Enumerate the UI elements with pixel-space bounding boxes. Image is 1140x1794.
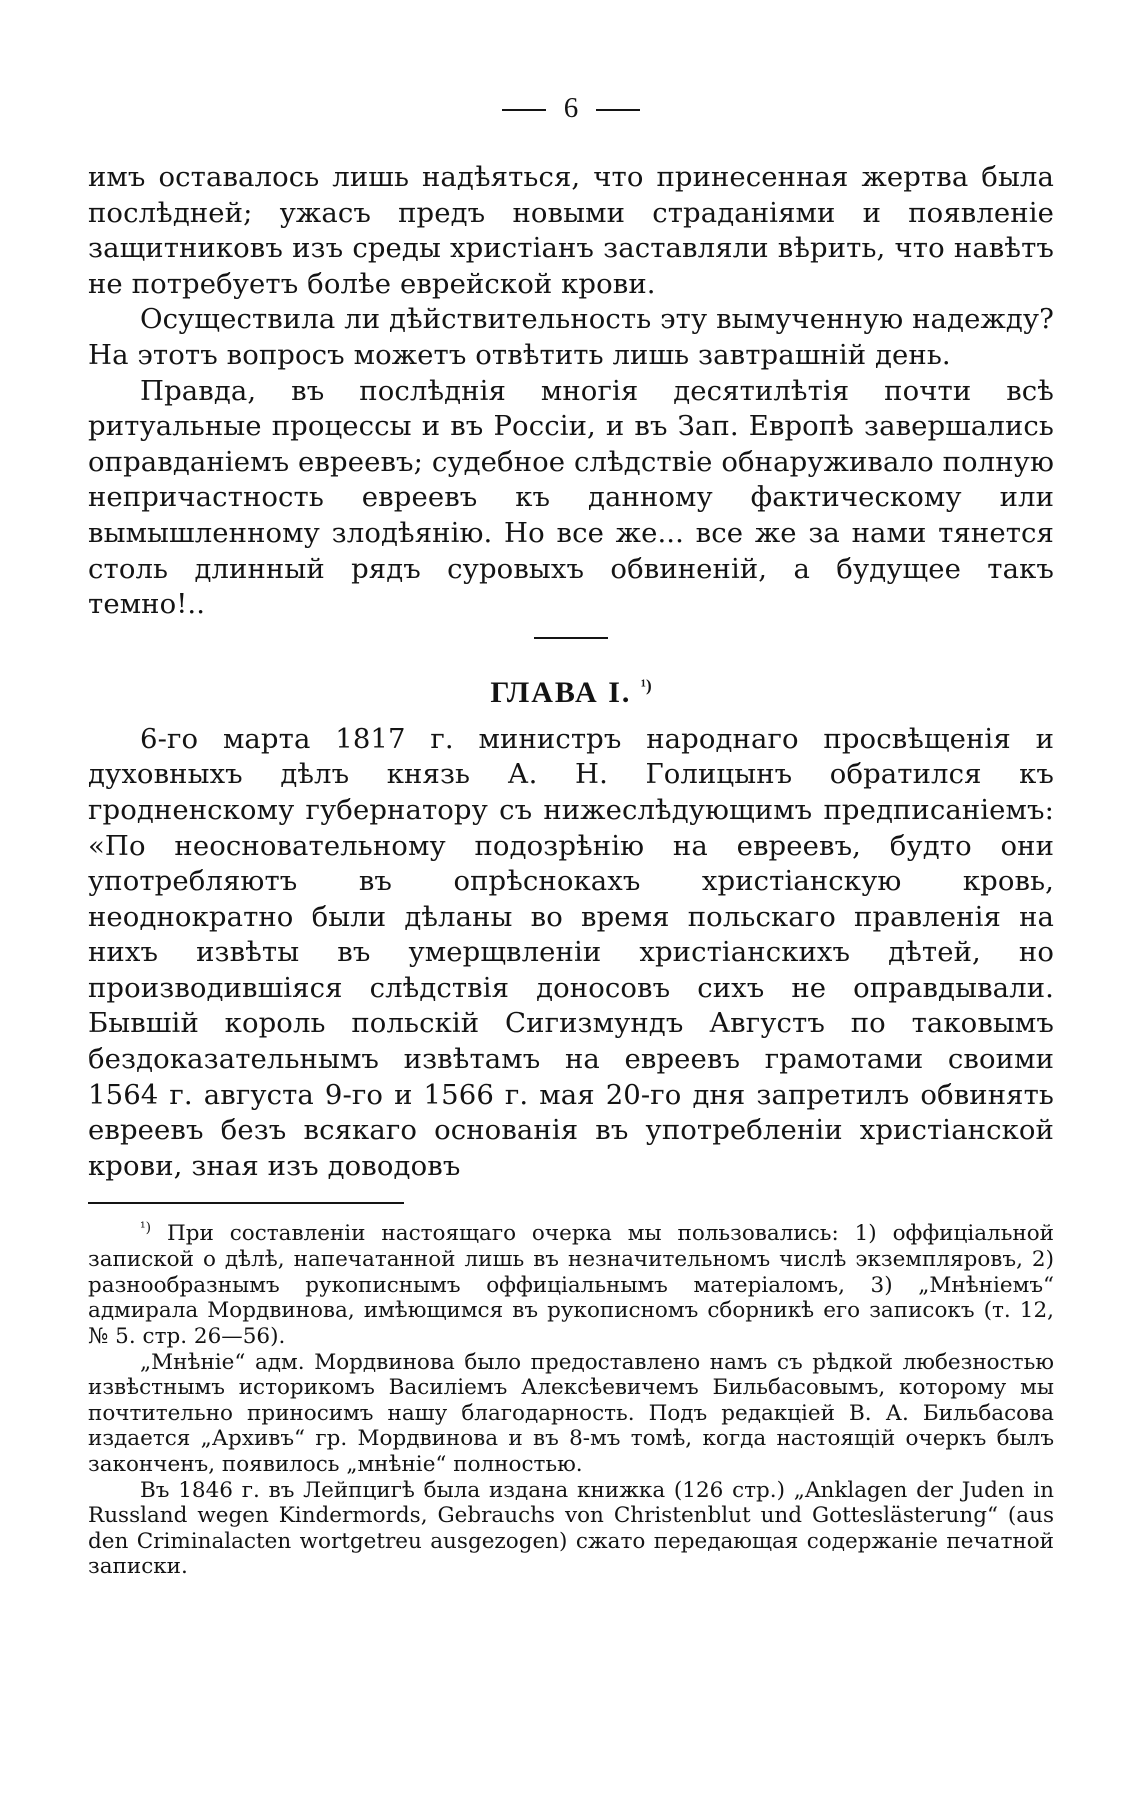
page-number-text: 6 xyxy=(563,92,579,124)
chapter-title xyxy=(88,667,1054,712)
page-number-dash-right xyxy=(596,109,640,111)
footnote-continuation: „Мнѣніе“ адм. Мордвинова было предоставлено намъ съ рѣдкой любезностью извѣстнымъ историкомъ Василіемъ Алексѣевичемъ Бильбасовымъ, которому мы почтительно приносимъ нашу благодарность. Подъ редакціей В. А. Бильбасова издается „Архивъ“ гр. Мордвинова и въ 8-мъ томѣ, когда настоящій очеркъ былъ законченъ, появилось „мнѣніе“ полностью. xyxy=(88,1349,1054,1477)
chapter-title-text: ГЛАВА I. xyxy=(490,675,632,709)
section-divider xyxy=(534,637,608,639)
chapter-paragraph: 6-го марта 1817 г. министръ народнаго просвѣщенія и духовныхъ дѣлъ князь А. Н. Голицынъ обратился къ гродненскому губернатору съ нижеслѣдующимъ предписаніемъ: «По неосновательному подозрѣнію на евреевъ, будто они употребляютъ въ опрѣснокахъ христіанскую кровь, неоднократно были дѣланы во время польскаго правленія на нихъ извѣты въ умерщвленіи христіанскихъ дѣтей, но производившіяся слѣдствія доносовъ сихъ не оправдывали. Бывшій король польскій Сигизмундъ Августъ по таковымъ бездоказательнымъ извѣтамъ на евреевъ грамотами своими 1564 г. августа 9-го и 1566 г. мая 20-го дня запретилъ обвинять евреевъ безъ всякаго основанія въ употребленіи христіанской крови, зная изъ доводовъ xyxy=(88,722,1054,1182)
chapter-footnote-mark: ¹) xyxy=(640,675,652,695)
footnote-separator xyxy=(88,1202,404,1204)
page-number xyxy=(88,92,1054,125)
paragraph: Правда, въ послѣднія многія десятилѣтія почти всѣ ритуальные процессы и въ Россіи, и въ Зап. Европѣ завершались оправданіемъ евреевъ; судебное слѣдствіе обнаруживало полную непричастность евреевъ къ данному фактическому или вымышленному злодѣянію. Но все же... все же за нами тянется столь длинный рядъ суровыхъ обвиненій, а будущее такъ темно!.. xyxy=(88,374,1054,621)
footnote-continuation: Въ 1846 г. въ Лейпцигѣ была издана книжка (126 стр.) „Anklagen der Juden in Russland wegen Kindermords, Gebrauchs von Christenblut und Gotteslästerung“ (aus den Criminalacten wortgetreu ausgezogen) сжато передающая содержаніе печатной записки. xyxy=(88,1477,1054,1580)
body-text xyxy=(88,160,1054,1580)
footnote-1 xyxy=(88,1216,1054,1349)
footnote-1-text: При составленіи настоящаго очерка мы пользовались: 1) оффиціальной запиской о дѣлѣ, напечатанной лишь въ незначительномъ числѣ экземпляровъ, 2) разнообразнымъ рукописнымъ оффиціальнымъ матеріаломъ, 3) „Мнѣніемъ“ адмирала Мордвинова, имѣющимся въ рукописномъ сборникѣ его записокъ (т. 12, № 5. стр. 26—56). xyxy=(88,1221,1054,1349)
paragraph-continuation: имъ оставалось лишь надѣяться, что принесенная жертва была послѣдней; ужасъ предъ новыми страданіями и появленіе защитниковъ изъ среды христіанъ заставляли вѣрить, что навѣтъ не потребуетъ болѣе еврейской крови. xyxy=(88,161,1054,300)
paragraph: Осуществила ли дѣйствительность эту вымученную надежду? На этотъ вопросъ можетъ отвѣтить лишь завтрашній день. xyxy=(88,303,1054,371)
footnote-mark: ¹) xyxy=(140,1220,152,1237)
page-number-dash-left xyxy=(502,109,546,111)
